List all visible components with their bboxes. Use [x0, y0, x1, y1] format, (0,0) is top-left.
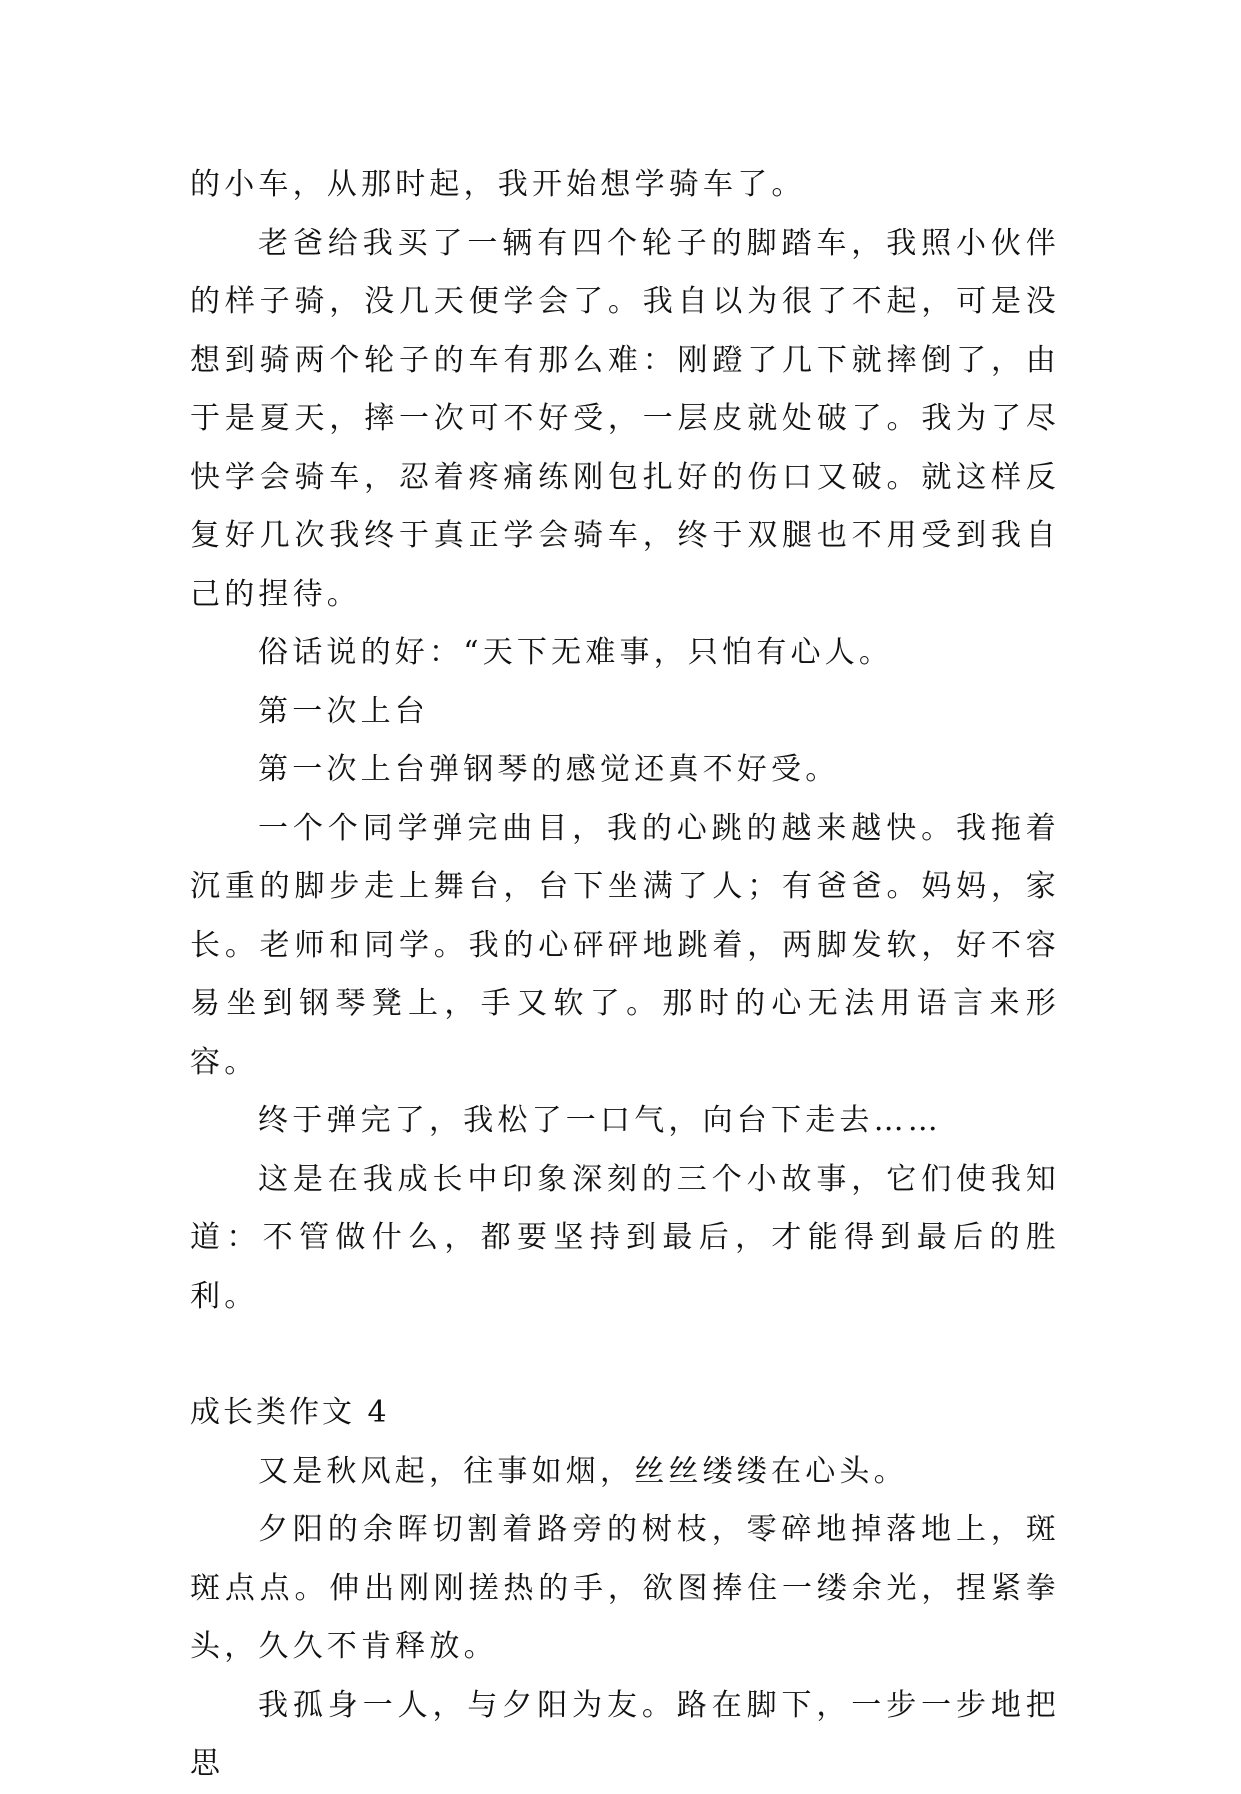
section-title: 成长类作文 4 [190, 1395, 390, 1430]
paragraph-learning-bike: 老爸给我买了一辆有四个轮子的脚踏车，我照小伙伴的样子骑，没几天便学会了。我自以为很了不起，可是没想到骑两个轮子的车有那么难：刚蹬了几下就摔倒了，由于是夏天，摔一次可不好受，一层皮就处破了。我为了尽快学会骑车，忍着疼痛练刚包扎好的伤口又破。就这样反复好几次我终于真正学会骑车，终于双腿也不用受到我自己的捏待。 [190, 225, 1060, 612]
paragraph-conclusion: 这是在我成长中印象深刻的三个小故事，它们使我知道：不管做什么，都要坚持到最后，才能得到最后的胜利。 [190, 1161, 1060, 1314]
paragraph-piano-nervous: 一个个同学弹完曲目，我的心跳的越来越快。我拖着沉重的脚步走上舞台，台下坐满了人；有爸爸。妈妈，家长。老师和同学。我的心砰砰地跳着，两脚发软，好不容易坐到钢琴凳上，手又软了。那时的心无法用语言来形容。 [190, 810, 1060, 1080]
paragraph-proverb: 俗话说的好：“天下无难事，只怕有心人。 [258, 635, 894, 670]
document-body [190, 156, 1060, 1794]
subheading-first-stage: 第一次上台 [258, 693, 429, 729]
paragraph-autumn-wind: 又是秋风起，往事如烟，丝丝缕缕在心头。 [258, 1453, 908, 1489]
paragraph-continued: 的小车，从那时起，我开始想学骑车了。 [190, 167, 806, 202]
paragraph-sunset: 夕阳的余晖切割着路旁的树枝，零碎地掉落地上，斑斑点点。伸出刚刚搓热的手，欲图捧住一缕余光，捏紧拳头，久久不肯释放。 [190, 1512, 1060, 1664]
section-gap [190, 1326, 1060, 1384]
paragraph-piano-intro: 第一次上台弹钢琴的感觉还真不好受。 [258, 752, 840, 787]
paragraph-alone: 我孤身一人，与夕阳为友。路在脚下，一步一步地把思 [190, 1687, 1060, 1781]
paragraph-piano-finished: 终于弹完了，我松了一口气，向台下走去…… [258, 1103, 942, 1138]
